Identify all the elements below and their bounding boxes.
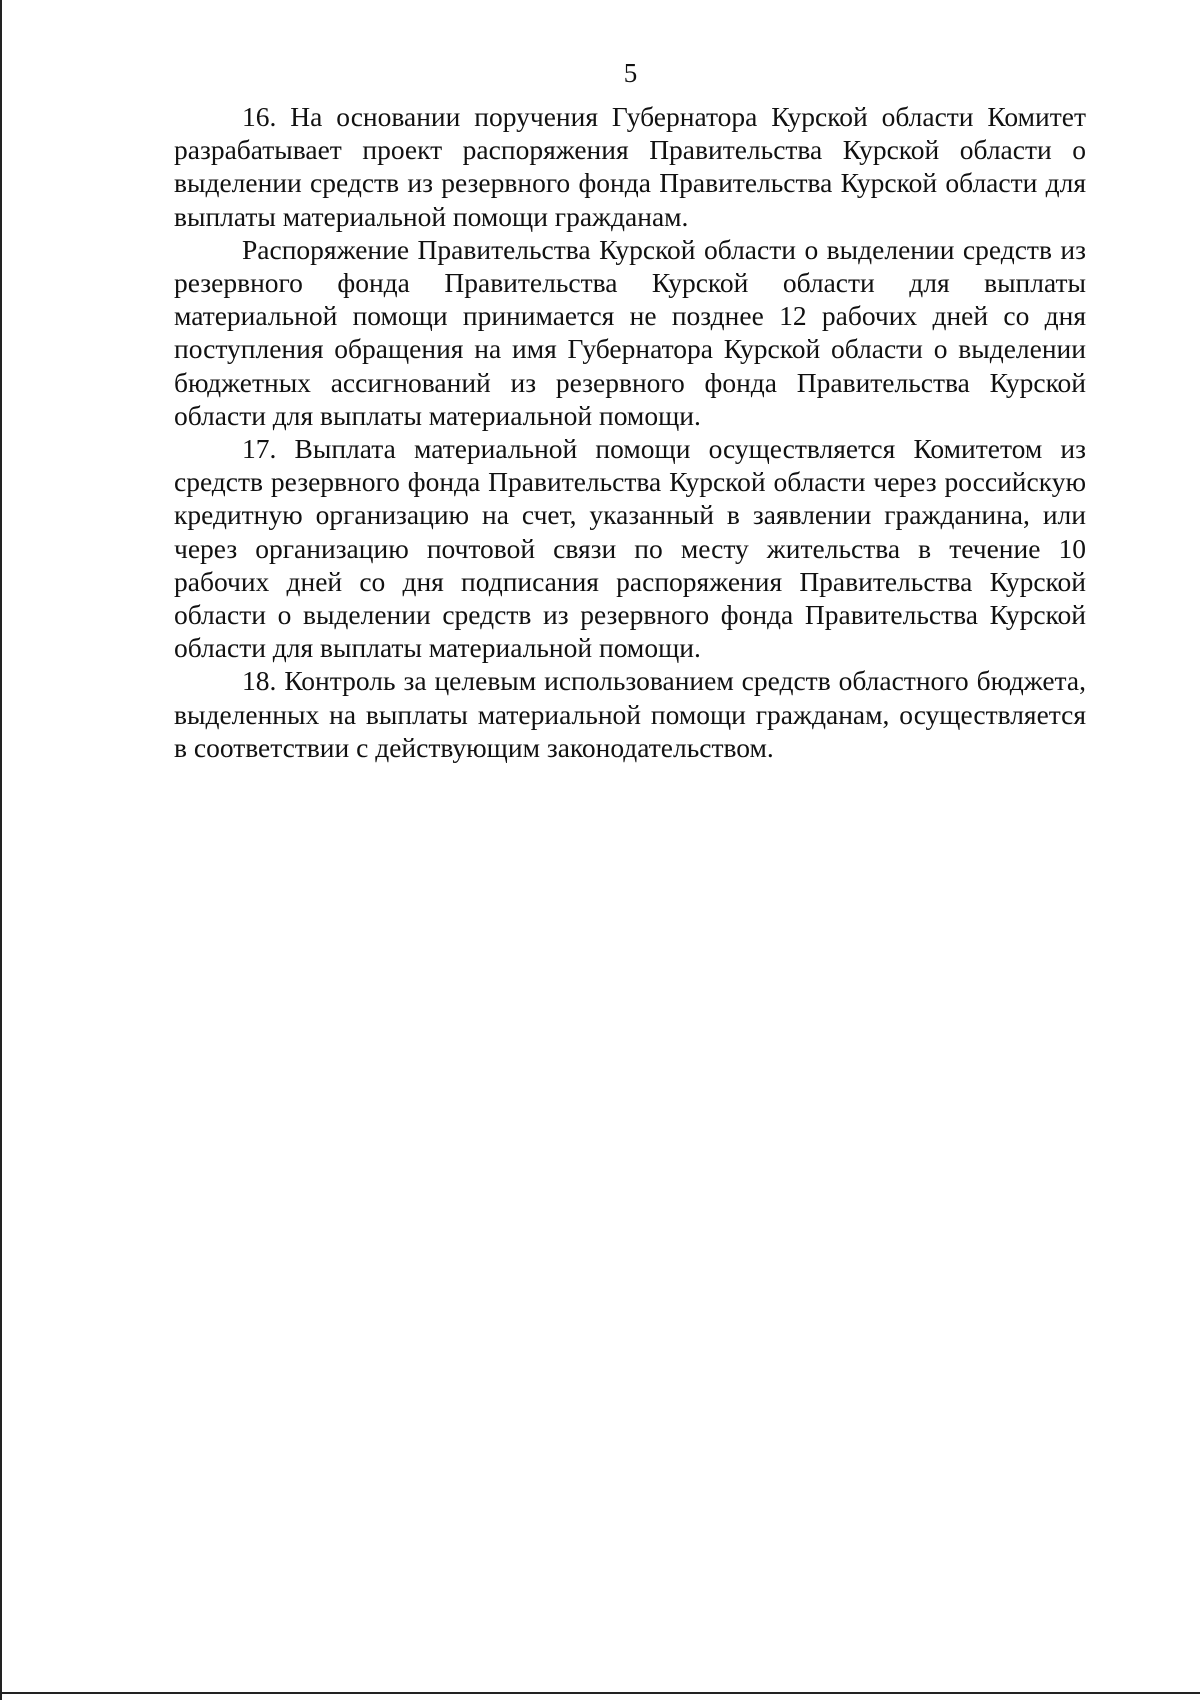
document-body xyxy=(174,100,1086,764)
paragraph-17: 17. Выплата материальной помощи осуществляется Комитетом из средств резервного фонда Правительства Курской области через российскую кредитную организацию на счет, указанный в заявлении гражданина, или через организацию почтовой связи по месту жительства в течение 10 рабочих дней со дня подписания распоряжения Правительства Курской области о выделении средств из резервного фонда Правительства Курской области для выплаты материальной помощи. xyxy=(174,433,1086,664)
scan-bottom-edge xyxy=(2,1692,1200,1694)
paragraph-18: 18. Контроль за целевым использованием средств областного бюджета, выделенных на выплаты материальной помощи гражданам, осуществляется в соответствии с действующим законодательством. xyxy=(174,665,1086,763)
page-number: 5 xyxy=(623,58,638,88)
paragraph-16: 16. На основании поручения Губернатора Курской области Комитет разрабатывает проект распоряжения Правительства Курской области о выделении средств из резервного фонда Правительства Курской области для выплаты материальной помощи гражданам. xyxy=(174,101,1086,232)
paragraph-16-continuation: Распоряжение Правительства Курской области о выделении средств из резервного фонда Правительства Курской области для выплаты материальной помощи принимается не позднее 12 рабочих дней со дня поступления обращения на имя Губернатора Курской области о выделении бюджетных ассигнований из резервного фонда Правительства Курской области для выплаты материальной помощи. xyxy=(174,233,1086,431)
